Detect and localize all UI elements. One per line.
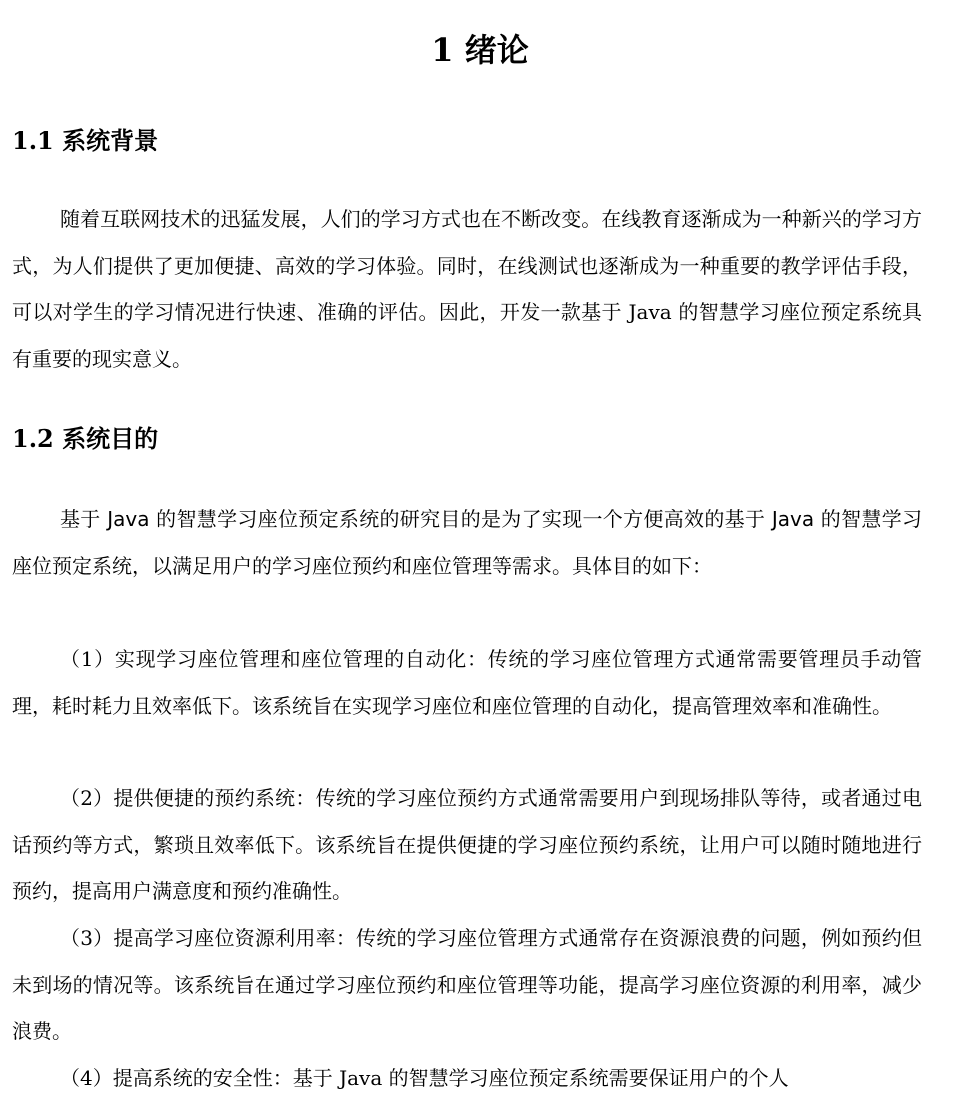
- chapter-title: 1 绪论: [431, 31, 529, 69]
- paragraph-purpose-item-2: （2）提供便捷的预约系统：传统的学习座位预约方式通常需要用户到现场排队等待，或者通过电话预约等方式，繁琐且效率低下。该系统旨在提供便捷的学习座位预约系统，让用户可以随时随地进行预约，提高用户满意度和预约准确性。: [12, 786, 922, 903]
- paragraph-purpose-item-4: （4）提高系统的安全性：基于 Java 的智慧学习座位预定系统需要保证用户的个人: [60, 1066, 789, 1090]
- paragraph-purpose-item-3: （3）提高学习座位资源利用率：传统的学习座位管理方式通常存在资源浪费的问题，例如预约但未到场的情况等。该系统旨在通过学习座位预约和座位管理等功能，提高学习座位资源的利用率，减少浪费。: [12, 926, 922, 1043]
- paragraph-background: 随着互联网技术的迅猛发展，人们的学习方式也在不断改变。在线教育逐渐成为一种新兴的学习方式，为人们提供了更加便捷、高效的学习体验。同时，在线测试也逐渐成为一种重要的教学评估手段，可以对学生的学习情况进行快速、准确的评估。因此，开发一款基于 Java 的智慧学习座位预定系统具有重要的现实意义。: [12, 207, 922, 371]
- paragraph-purpose-intro: 基于 Java 的智慧学习座位预定系统的研究目的是为了实现一个方便高效的基于 Java 的智慧学习座位预定系统，以满足用户的学习座位预约和座位管理等需求。具体目的如下：: [12, 507, 922, 578]
- section-heading-purpose: 1.2 系统目的: [12, 424, 159, 453]
- paragraph-purpose-item-1: （1）实现学习座位管理和座位管理的自动化：传统的学习座位管理方式通常需要管理员手动管理，耗时耗力且效率低下。该系统旨在实现学习座位和座位管理的自动化，提高管理效率和准确性。: [12, 647, 922, 718]
- section-heading-background: 1.1 系统背景: [12, 126, 159, 155]
